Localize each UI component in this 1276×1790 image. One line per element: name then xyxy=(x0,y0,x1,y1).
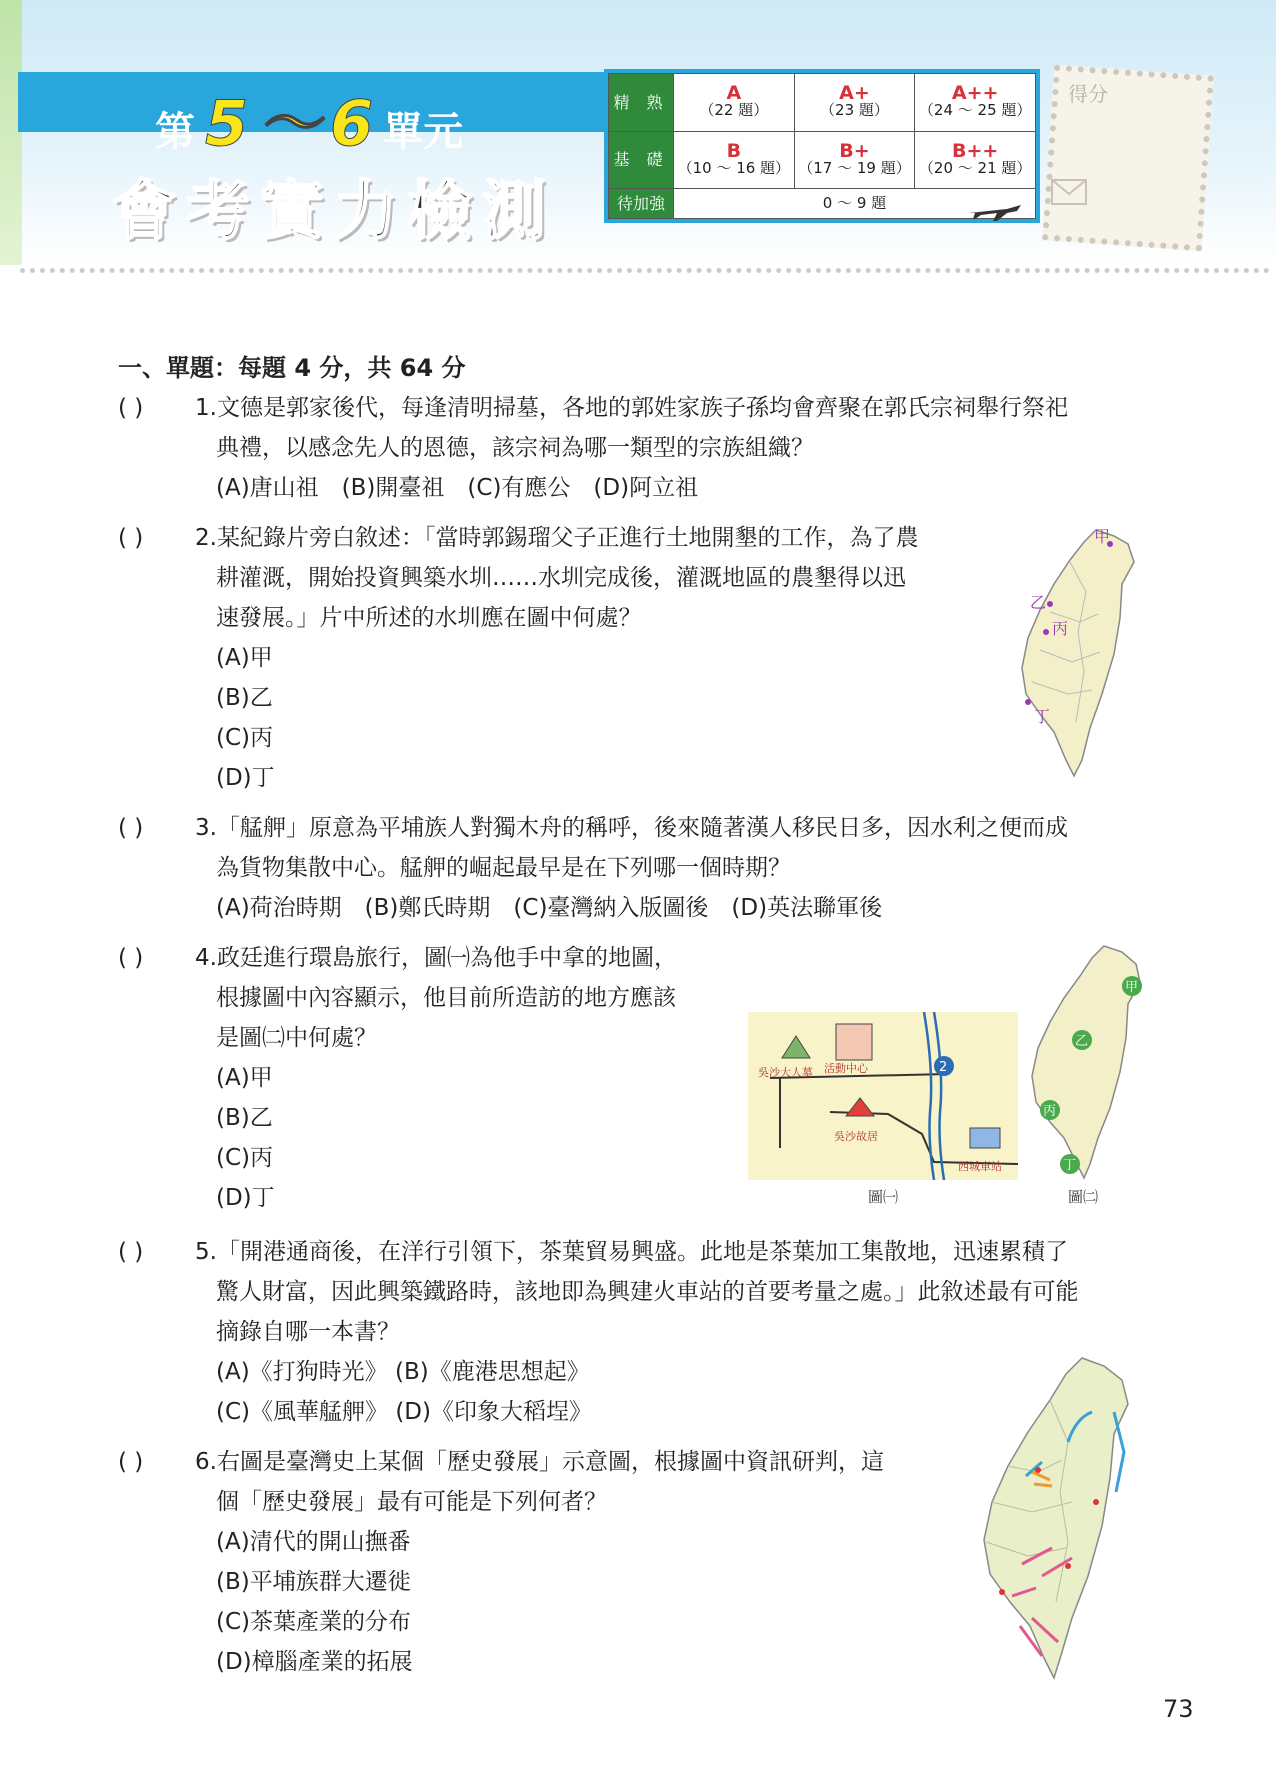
grade-cell xyxy=(674,131,795,189)
fig1-label-activity-center: 活動中心 xyxy=(824,1062,868,1075)
grade-range: 0 ～ 9 題 xyxy=(822,194,887,213)
fig1-label-tomb: 吳沙大人墓 xyxy=(758,1066,813,1079)
question-5-options: (A)《打狗時光》 (B)《鹿港思想起》 xyxy=(216,1359,590,1385)
question-4-text: 4.政廷進行環島旅行，圖㈠為他手中拿的地圖， xyxy=(195,945,677,971)
envelope-icon xyxy=(1050,178,1088,206)
fig1-label-residence: 吳沙故居 xyxy=(834,1130,878,1143)
grade-range: （20 ～ 21 題） xyxy=(918,158,1032,177)
map-label-bing: 丙 xyxy=(1043,1104,1057,1119)
grade-range: （24 ～ 25 題） xyxy=(918,101,1032,120)
unit-title xyxy=(155,74,463,163)
answer-blank[interactable]: ( ) xyxy=(118,525,144,551)
option-b: (B)平埔族群大遷徙 xyxy=(216,1569,411,1595)
fig1-label-station: 西城車站 xyxy=(958,1160,1002,1173)
map-label-yi: 乙 xyxy=(1030,593,1047,612)
score-label: 得分 xyxy=(1068,82,1108,106)
grade-cell xyxy=(674,189,1036,219)
map-label-jia: 甲 xyxy=(1125,980,1139,995)
grade-cell xyxy=(794,131,915,189)
option-c: (C)丙 xyxy=(216,725,274,751)
option-d: (D)丁 xyxy=(216,1185,275,1211)
answer-blank[interactable]: ( ) xyxy=(118,395,144,421)
question-3-text: 為貨物集散中心。艋舺的崛起最早是在下列哪一個時期？ xyxy=(216,855,791,881)
grade-range: （17 ～ 19 題） xyxy=(798,158,911,177)
grade-row-head: 精 熟 xyxy=(609,74,674,132)
question-5-options: (C)《風華艋舺》 (D)《印象大稻埕》 xyxy=(216,1399,592,1425)
page-title: 會考實力檢測 xyxy=(112,175,556,249)
answer-blank[interactable]: ( ) xyxy=(118,815,144,841)
question-5-text: 驚人財富，因此興築鐵路時，該地即為興建火車站的首要考量之處。」此敘述最有可能 xyxy=(216,1279,1079,1305)
option-a: (A)清代的開山撫番 xyxy=(216,1529,411,1555)
grade-row-needs-improvement xyxy=(609,189,1036,219)
grade-label: A++ xyxy=(951,82,999,105)
option-c: (C)茶葉產業的分布 xyxy=(216,1609,412,1635)
header-left-strip xyxy=(0,0,22,265)
taiwan-migration-map xyxy=(972,1352,1142,1684)
unit-number-end: 6 xyxy=(330,87,374,160)
option-d: (D)丁 xyxy=(216,765,275,791)
question-2-text: 2.某紀錄片旁白敘述：「當時郭錫瑠父子正進行土地開墾的工作，為了農 xyxy=(195,525,919,551)
question-3-options: (A)荷治時期 (B)鄭氏時期 (C)臺灣納入版圖後 (D)英法聯軍後 xyxy=(216,895,883,921)
unit-prefix: 第 xyxy=(155,109,195,155)
header-divider xyxy=(20,268,1270,273)
map-label-bing: 丙 xyxy=(1052,619,1069,638)
grade-range: （22 題） xyxy=(699,101,769,120)
question-6-text: 個「歷史發展」最有可能是下列何者？ xyxy=(216,1489,607,1515)
grade-row-head: 基 礎 xyxy=(609,131,674,189)
grade-cell xyxy=(674,74,795,132)
option-a: (A)甲 xyxy=(216,645,273,671)
grade-cell xyxy=(915,131,1036,189)
grade-range: （23 題） xyxy=(820,101,889,120)
map-label-ding: 丁 xyxy=(1063,1158,1077,1173)
question-4-text: 根據圖中內容顯示，他目前所造訪的地方應該 xyxy=(216,985,676,1011)
map-label-ding: 丁 xyxy=(1034,707,1051,726)
option-d: (D)樟腦產業的拓展 xyxy=(216,1649,413,1675)
map-label-jia: 甲 xyxy=(1094,527,1111,546)
grade-label: B+ xyxy=(839,139,870,162)
grade-label: B xyxy=(726,139,742,162)
grade-row-head: 待加強 xyxy=(609,189,674,219)
option-c: (C)丙 xyxy=(216,1145,274,1171)
question-3-text: 3.「艋舺」原意為平埔族人對獨木舟的稱呼，後來隨著漢人移民日多，因水利之便而成 xyxy=(195,815,1068,841)
grade-label: A+ xyxy=(839,82,870,105)
question-5-text: 5.「開港通商後，在洋行引領下，茶葉貿易興盛。此地是茶葉加工集散地，迅速累積了 xyxy=(195,1239,1068,1265)
answer-blank[interactable]: ( ) xyxy=(118,945,144,971)
grade-label: A xyxy=(726,82,742,105)
question-1-text: 典禮，以感念先人的恩德，該宗祠為哪一類型的宗族組織？ xyxy=(216,435,814,461)
taiwan-map-q2 xyxy=(1010,522,1150,782)
answer-blank[interactable]: ( ) xyxy=(118,1449,144,1475)
grade-range: （10 ～ 16 題） xyxy=(677,158,791,177)
figure-1-caption: 圖㈠ xyxy=(868,1188,899,1206)
taiwan-map-q4 xyxy=(1024,942,1154,1182)
answer-blank[interactable]: ( ) xyxy=(118,1239,144,1265)
grade-table xyxy=(608,73,1036,219)
grade-label: B++ xyxy=(951,139,999,162)
question-2-text: 耕灌溉，開始投資興築水圳……水圳完成後，灌溉地區的農墾得以迅 xyxy=(216,565,906,591)
question-5-text: 摘錄自哪一本書？ xyxy=(216,1319,400,1345)
question-1-options: (A)唐山祖 (B)開臺祖 (C)有應公 (D)阿立祖 xyxy=(216,475,699,501)
option-b: (B)乙 xyxy=(216,685,273,711)
map-label-yi: 乙 xyxy=(1075,1034,1089,1049)
unit-number-start: 5 xyxy=(205,87,249,160)
grade-cell xyxy=(794,74,915,132)
option-b: (B)乙 xyxy=(216,1105,273,1131)
grade-row-proficient xyxy=(609,74,1036,132)
figure-1-street-map xyxy=(748,1012,1018,1180)
airplane-icon xyxy=(967,197,1023,223)
grade-cell xyxy=(915,74,1036,132)
question-1-text: 1.文德是郭家後代，每逢清明掃墓，各地的郭姓家族子孫均會齊聚在郭氏宗祠舉行祭祀 xyxy=(195,395,1068,421)
road-number-badge: 2 xyxy=(939,1060,948,1075)
question-6-text: 6.右圖是臺灣史上某個「歷史發展」示意圖，根據圖中資訊研判，這 xyxy=(195,1449,884,1475)
question-2-text: 速發展。」片中所述的水圳應在圖中何處？ xyxy=(216,605,642,631)
unit-suffix: 單元 xyxy=(383,109,464,155)
option-a: (A)甲 xyxy=(216,1065,273,1091)
unit-tilde: ～ xyxy=(258,87,321,160)
page-number: 73 xyxy=(1163,1695,1194,1723)
figure-2-caption: 圖㈡ xyxy=(1068,1188,1099,1206)
section-title: 一、單題：每題 4 分，共 64 分 xyxy=(118,354,466,382)
grade-row-basic xyxy=(609,131,1036,189)
question-4-text: 是圖㈡中何處？ xyxy=(216,1025,377,1051)
